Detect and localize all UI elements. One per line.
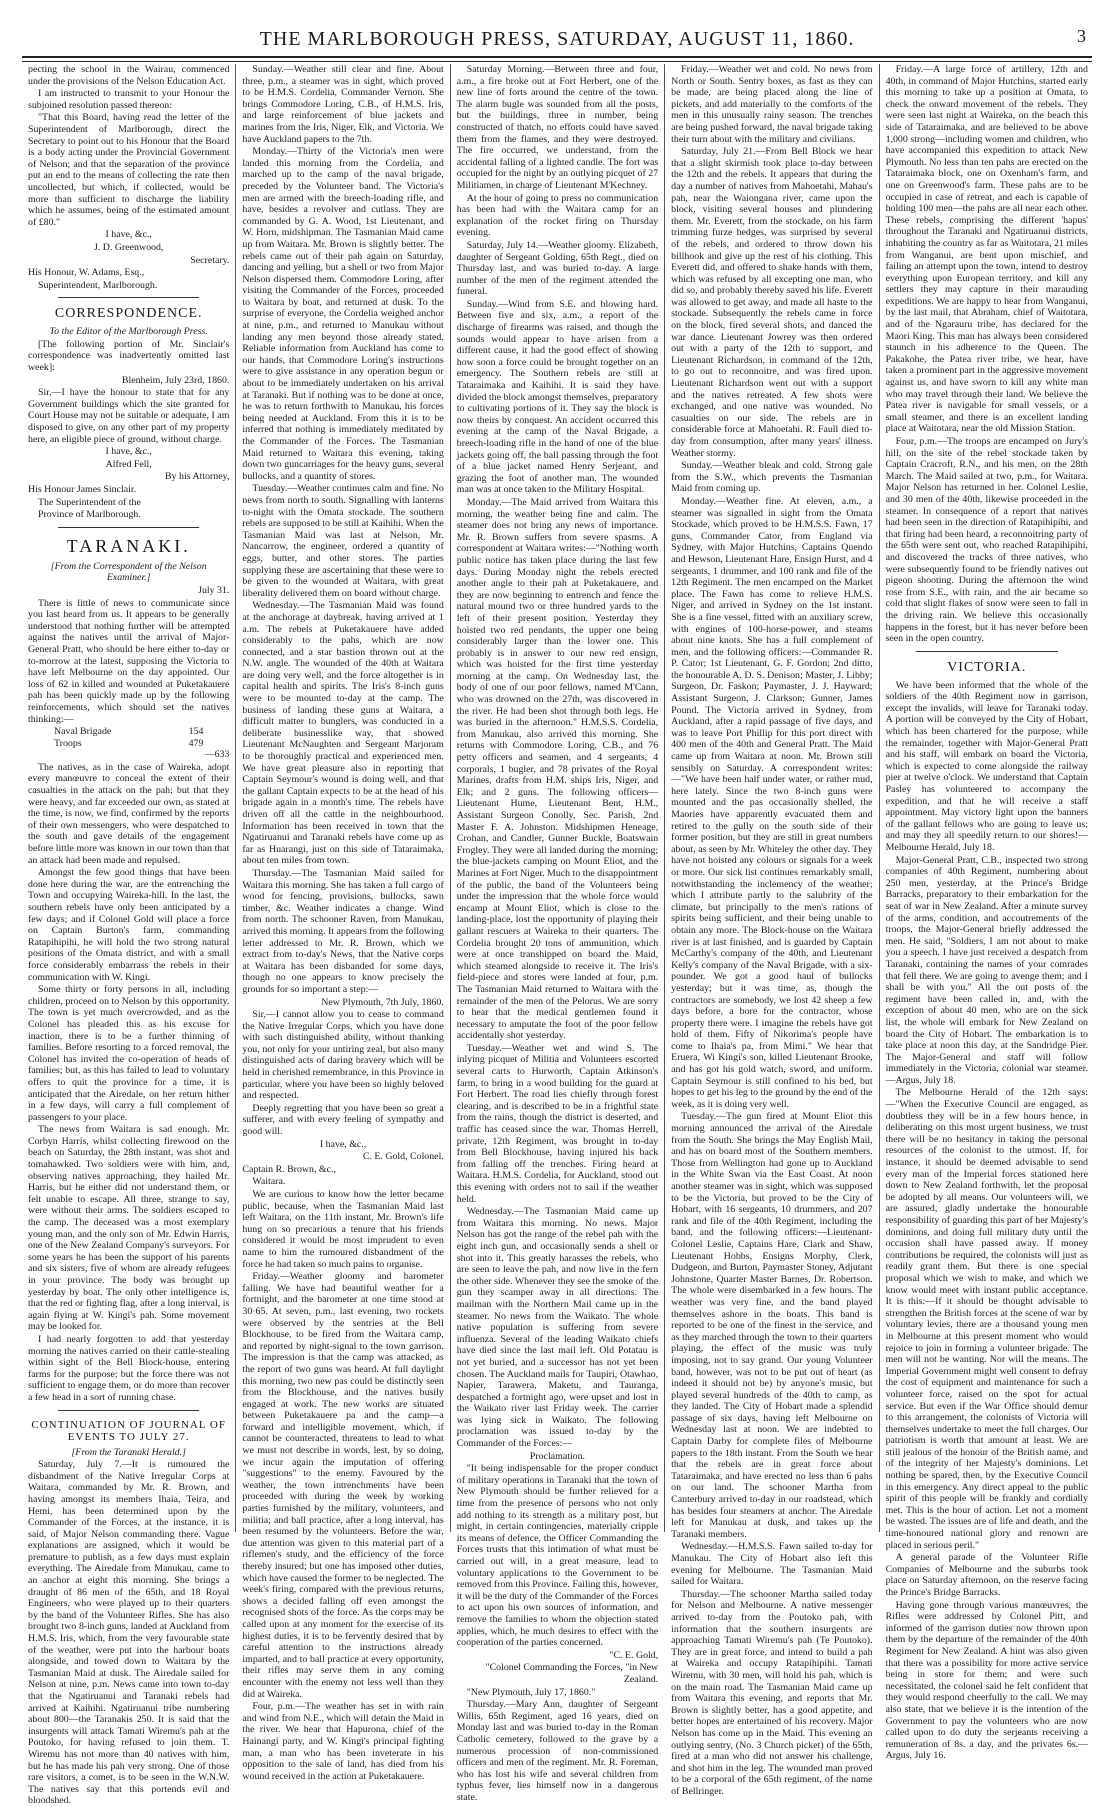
- masthead-rule: [22, 56, 1092, 62]
- paragraph: The Melbourne Herald of the 12th says:—"When the Executive Council are engaged, as doubtless they will be in a few hours hence, in deliberating on this most urgent business, we trust there will be no hesitancy in taking the personal resources of the colonist to the utmost. If, for instance, it should be deemed advisable to send every man of the Imperial forces stationed here down to New Zealand forthwith, let the proposal be adopted by all means. Our volunteers will, we are assured, gladly undertake the honourable responsibility of guarding this part of her Majesty's dominions, and doing full military duty until the occasion shall have passed away. If money contributions be required, the colonists will just as readily grant them. But there is one special proposal which we wish to make, and which we know would meet with instant public acceptance. It is this:—If it should be thought advisable to strengthen the British forces at the scene of war by voluntary levies, there are a thousand young men in Melbourne at this present moment who would rejoice to join in forming a volunteer brigade. The men will not be wanting. Nor will the means. The Imperial Government might well consent to defray the cost of equipment and maintenance for such a volunteer force, raised on the spot for actual service. But even if the War Office should demur to this arrangement, the colonists of Victoria will themselves undertake to meet the full charges. Our patriotism is worth that amount at least. We are still jealous of the honour of the British name, and of the integrity of her Majesty's dominions. Let nothing be spared, then, by the Executive Council in this emergency. Any direct appeal to the public spirit of this people will be frankly and cordially met. This is the hour of action. Let not a moment be wasted. The issues are of life and death, and the time-honoured national glory and renown are placed in serious peril.": [885, 1087, 1088, 1551]
- paragraph: pecting the school in the Wairau, commenced under the provisions of the Nelson Education Act.: [28, 64, 230, 87]
- paragraph: We are curious to know how the letter became public, because, when the Tasmanian Maid last left Waitara, on the 11th instant, Mr. Brown's life hung on so precarious a tenure that his friends considered it would be most imprudent to even name to him the rumoured disbandment of the force he had taken so much pains to organise.: [242, 1189, 444, 1270]
- editor-note: [The following portion of Mr. Sinclair's correspondence was inadvertently omitted last week]:: [28, 338, 230, 374]
- signature-title: Secretary.: [190, 254, 230, 266]
- column-3: [451, 64, 665, 1803]
- paragraph: Monday.—The Maid arrived from Waitara this morning, the weather being fine and calm. The steamer does not bring any news of importance. Mr. R. Brown suffers from severe spasms. A correspondent at Waitara writes:—"Nothing worth public notice has taken place during the last few days. During Monday night the rebels erected another angle to their pah at Puketakauere, and they are now beginning to entrench and fence the natural mound two or three hundred yards to the left of their present position. Yesterday they hoisted two red pendants, the upper one being considerably larger than the lower one. This probably is in answer to our new red ensign, which was hoisted for the first time yesterday morning at the camp. On Wednesday last, the body of one of our poor fellows, named M'Cann, who was drowned on the 27th, was discovered in the river. He had been shot through both legs. He was buried in the afternoon." H.M.S.S. Cordelia, from Manukau, also arrived this morning. She returns with Commodore Loring, C.B., and 76 petty officers and seamen, and 4 sergeants, 4 corporals, 1 bugler, and 78 privates of the Royal Marines, drafts from H.M. ships Iris, Niger, and Elk; and 2 guns. The following officers—Lieutenant Hume, Lieutenant Bent, H.M., Assistant Surgeon Conolly, Sec. Parish, 2nd Master F. A. Johnston. Midshipmen Heneage, Crohan, and Candler, Gunner Buckle, Boatswain Frogley. They were all landed during the morning; the blue-jackets camping on Mount Eliot, and the Marines at Fort Niger. Much to the disappointment of the public, the band of the Volunteers being under the impression that the whole force would encamp at Mount Eliot, which is close to the landing-place, lost the opportunity of playing their gallant rescuers at Waireka to their quarters. The Cordelia brought 20 tons of ammunition, which were at once transhipped on board the Maid, which steamed alongside to receive it. The Iris's field-piece and stores were landed at four, p.m. The Tasmanian Maid returned to Waitara with the remainder of the men of the Pelorus. We are sorry to hear that the medical gentlemen found it necessary to amputate the foot of the poor fellow accidentally shot yesterday.: [456, 496, 659, 1042]
- proclamation-heading: Proclamation.: [529, 1450, 586, 1462]
- paragraph: Sunday.—Weather bleak and cold. Strong gale from the S.W., which prevents the Tasmanian Maid from coming up.: [671, 460, 873, 495]
- paragraph: Sunday.—Weather still clear and fine. About three, p.m., a steamer was in sight, which proved to be H.M.S. Cordelia, Commander Vernon. She brings Commodore Loring, C.B., of H.M.S. Iris, and large reinforcement of blue jackets and marines from the Iris, Niger, Elk, and Victoria. We have Auckland papers to the 7th.: [242, 64, 444, 145]
- signature-line: I have, &c.,: [105, 229, 152, 241]
- paragraph: Amongst the few good things that have been done here during the war, are the entrenching the Town and occupying Waireka-hill. In the last, the southern rebels have only been anticipated by a few days; and if Colonel Gold will place a force on Captain Burton's farm, commanding Ratapihipihi, he will hold the two strong natural positions of the Omata district, and with a small force considerably embarrass the rebels in their communication with W. Kingi.: [28, 867, 230, 983]
- source-note: [From the Correspondent of the Nelson Examiner.]: [50, 560, 207, 584]
- letter-body: Sir,—I cannot allow you to cease to command the Native Irregular Corps, which you have done with such distinguished ability, without thanking you, not only for your untiring zeal, but also many distinguished acts of daring bravery which will be held in cherished remembrance, in this Province in particular, where you have been so highly beloved and respected.: [242, 1009, 444, 1102]
- addressee: His Honour James Sinclair.: [28, 484, 137, 495]
- paragraph: Wednesday.—The Tasmanian Maid was found at the anchorage at daybreak, having arrived at 1 a.m. The rebels at Puketakauere have added considerably to the pahs, which are now connected, and a star bastion thrown out at the N.W. angle. The wounded of the 40th at Waitara are doing very well, and the force altogether is in capital health and spirits. The Iris's 8-inch guns were to be mounted to-day at the camp. The business of landing these guns at Waitara, a difficult matter to bunglers, was conducted in a deliberate businesslike way, that showed Lieutenant McNaughten and Sergeant Marjoram to be thoroughly practical and experienced men. We have great pleasure also in reporting that Captain Seymour's wound is doing well, and that the gallant Captain expects to be at the head of his brigade again in a month's time. The rebels have driven off all the cattle in the neighbourhood. Information has been received in town that the Ngatiruanui and Taranaki rebels have come up as far as Huarangi, just on this side of Tataraimaka, about ten miles from town.: [242, 600, 444, 867]
- paragraph: Saturday, July 21.—From Bell Block we hear that a slight skirmish took place to-day between the 12th and the rebels. It appears that during the day a number of natives from Mahoetahi, Mahau's pah, near the Waiongana river, came upon the block, visiting several houses and plundering them. Mr. Everett, from the stockade, on his farm trimming furze hedges, was surprised by several of the rebels, and ordered to throw down his billhook and give up the rest of his clothing. This Everett did, and offered to shake hands with them, which was refused by all excepting one man, who did so, and probably thereby saved his life. Everett was allowed to get away, and made all haste to the stockade. Subsequently the rebels came in force on the block, fired several shots, and danced the war dance. Lieutenant Jowrey was then ordered out with a party of the 12th to support, and Lieutenant Richardson, in command of the 12th, to go out to reconnoitre, and was fired upon. Lieutenant Richardson went out with a support and the natives retreated. A few shots were exchanged, and one native was wounded. No casualties on our side. The rebels are in considerable force at Mahoetahi. R. Faull died to-day from consumption, after many years' illness. Weather stormy.: [671, 146, 873, 459]
- paragraph: There is little of news to communicate since you last heard from us. It appears to be generally understood that nothing further will be attempted against the natives until the arrival of Major-General Pratt, who should be here either to-day or to-morrow at the latest, supposing the Victoria to have left Melbourne on the day appointed. Our loss of 62 in killed and wounded at Puketakauere pah has been quickly made up by the following reinforcements, which should set the natives thinking:—: [28, 597, 230, 725]
- signature-title: By his Attorney,: [165, 471, 230, 483]
- newspaper-title: THE MARLBOROUGH PRESS, SATURDAY, AUGUST 11, 1860.: [259, 28, 855, 50]
- paragraph: Wednesday.—H.M.S.S. Fawn sailed to-day for Manukau. The City of Hobart also left this evening for Melbourne. The Tasmanian Maid sailed for Waitara.: [671, 1541, 873, 1588]
- letter-body: Deeply regretting that you have been so great a sufferer, and with every feeling of sympathy and good will.: [242, 1102, 444, 1138]
- paragraph: Monday.—Weather fine. At eleven, a.m., a steamer was signalled in sight from the Omata Stockade, which proved to be H.M.S.S. Fawn, 17 guns, Commander Cator, from England via Sydney, with Major Hutchins, Captains Quendo and Hewson, Lieutenant Hare, Ensign Hurst, and 4 sergeants, 1 drummer, and 100 rank and file of the 12th Regiment. The men encamped on the Market place. The Fawn has come to relieve H.M.S. Niger, and arrived in Sydney on the 1st instant. She is a fine vessel, fitted with an auxiliary screw, with engines of 100-horse-power, and steams about nine knots. She has a full complement of men, and the following officers:—Commander R. P. Cator; 1st Lieutenant, G. F. Gordon; 2nd ditto, the honourable A. D. S. Denison; Master, J. Libby; Surgeon, Dr. Faskon; Paymaster, J. J. Hayward; Assistant Surgeon, J. Clarkson; Gunner, James Pound. The Victoria arrived in Sydney, from Auckland, after a rapid passage of five days, and was to leave Port Phillip for this port direct with 400 men of the 40th and General Pratt. The Maid came up from Waitara at noon. Mr. Brown still sensibly on Saturday. A correspondent writes:—"We have been half under water, or rather mud, here lately. Since the two 8-inch guns were mounted and the pas occasionally shelled, the Maories have apparently evacuated them and retired to the gully on the south side of their former position, but they are still in great numbers about, as seen by Mr. Whiteley the other day. They have not hoisted any colours or signals for a week or more. Our sick list continues remarkably small, notwithstanding the inclemency of the weather; which I attribute partly to the salubrity of the climate, but principally to the men's rations of spirits being sufficient, and their being unable to obtain any more. The Block-house on the Waitara river is at last finished, and is guarded by Captain McCarthy's company of the 40th, and Lieutenant Kelly's company of the Naval Brigade, with a six-pounder. We got a good haul of bullocks yesterday; but it was time, as, though the contractors are somebody, we lost 42 sheep a few days before, a bore for the contractor, whose property there were. I imagine the rebels have got hold of them. Fifty of Nikorima's people have come to Ihaia's pa, from Mimi." We hear that Eruera, Wi Kingi's son, killed Lieutenant Brooke, and has got his gold watch, sword, and uniform. Captain Seymour is still confined to his bed, but hopes to get his leg to the ground by the end of the week, as it is doing very well.: [671, 495, 873, 1110]
- paragraph: I had nearly forgotten to add that yesterday morning the natives carried on their cattle-stealing within sight of the Bell Block-house, entering farms for the purpose; but the force there was not sufficient to engage them, or do more than recover a few head in a sort of running chase.: [28, 1333, 230, 1403]
- reinforcement-row: [28, 726, 229, 738]
- addressee: His Honour, W. Adams, Esq.,: [28, 267, 145, 279]
- row-label: Troops: [54, 737, 82, 749]
- divider: [916, 651, 1058, 652]
- section-heading: CORRESPONDENCE.: [54, 306, 203, 322]
- paragraph: Having gone through various manœuvres, the Rifles were addressed by Colonel Pitt, and informed of the garrison duties now thrown upon them by the departure of the remainder of the 40th Regiment for New Zealand. A hint was also given that there was a possibility for more active service being in store for them; and were such necessitated, the colonel said he felt confident that they would respond cheerfully to the call. We may also state, that we believe it is the intention of the Government to pay the volunteers who are now called upon to do duty the serjeants receiving a remuneration of 8s. a day, and the privates 6s.—Argus, July 16.: [885, 1599, 1088, 1762]
- paragraph: At the hour of going to press no communication has been had with the Waitara camp for an explanation of the rocket firing on Thursday evening.: [456, 192, 659, 239]
- proclamation-body: "It being indispensable for the proper conduct of military operations in Taranaki that the town of New Plymouth should be further relieved for a time from the presence of persons who not only add nothing to its strength as a military post, but might, in certain contingencies, materially cripple its means of defence, the Officer Commanding the Forces trusts that this intimation of what must be carried out will, in a great measure, lead to voluntary applications to the Government to be removed from this Province. Failing this, however, it will be the duty of the Commander of the Forces to act upon his own sources of information, and remove the families to whom the objection stated applies, which, he much desires to effect with the cooperation of the parties concerned.: [456, 1463, 659, 1649]
- addressee: Captain R. Brown, &c.,: [242, 1163, 336, 1175]
- dateline: "New Plymouth, July 17, 1860.": [466, 1686, 596, 1698]
- addressee: The Superintendent of the: [38, 496, 141, 508]
- paragraph: Saturday, July 7.—It is rumoured the disbandment of the Native Irregular Corps at Waitara, commanded by Mr. R. Brown, and having amongst its members Ihaia, Teira, and Hemi, has been determined upon by the Commander of the Forces, at the instance, it is said, of Major Nelson commanding there. Vague explanations are assigned, which it would be premature to publish, as a few days must explain everything. The Airedale from Manukau, came to an anchor at eight this morning. She brings a draught of 86 men of the 65th, and 18 Royal Engineers, who were played up to their quarters by the band of the Volunteer Rifles. She has also brought two 8-inch guns, landed at Auckland from H.M.S. Iris, which, from the very favourable state of the weather, were put into the harbour boats alongside, and towed down to Waitara by the Tasmanian Maid at dusk. The Airedale sailed for Nelson at nine, p.m. News came into town to-day that the Ngatiruanui and Taranaki rebels had arrived at Kaihihi. Ngatiruanui tribe numbering about 800—the Taranakis 250. It is said that the insurgents will attack Tamati Wiremu's pah at the Poutoko, for having refused to join them. T. Wiremu has not more than 40 natives with him, but he has made his pah very strong. One of those rare visitors, a comet, is to be seen in the W.N.W. The natives say that this portends evil and bloodshed.: [28, 1459, 230, 1807]
- paragraph: Saturday Morning.—Between three and four, a.m., a fire broke out at Fort Herbert, one of the new line of forts around the centre of the town. The alarm bugle was sounded from all the posts, but the buildings, three in number, being constructed of thatch, no efforts could have saved them from the flames, and they were destroyed. The fire occurred, we understand, from the accidental falling of a lighted candle. The fort was occupied for the night by an outlying picquet of 27 Militiamen, in charge of Lieutenant M'Kechney.: [456, 64, 659, 191]
- paragraph: Major-General Pratt, C.B., inspected two strong companies of 40th Regiment, numbering about 250 men, yesterday, at the Prince's Bridge Barracks, preparatory to their embarkation for the seat of war in New Zealand. After a minute survey of the arms, condition, and accoutrements of the troops, the Major-General briefly addressed the men. He said, "Soldiers, I am not about to make you a speech. I have just received a despatch from Taranaki, containing the names of your comrades that fell there. We are going to avenge them; and I shall be with you." All the out posts of the regiment have been called in, and, with the exception of about 40 men, who are on the sick list, the whole will embark for New Zealand on board the City of Hobart. The embarkation is to take place at noon this day, at the Sandridge Pier. The Major-General and staff will follow immediately in the Victoria, colonial war steamer.—Argus, July 18.: [885, 854, 1088, 1086]
- paragraph: Friday.—Weather gloomy and barometer falling. We have had beautiful weather for a fortnight, and the barometer at one time stood at 30·65. At seven, p.m., last evening, two rockets were observed by the sentries at the Bell Blockhouse, to be fired from the Waitara camp, and reported by night-signal to the town garrison. The impression is that the camp was attacked, as the report of two guns was heard. At full daylight this morning, two new pas could be distinctly seen from the Blockhouse, and the natives busily engaged at work. The new works are situated between Puketakauere pa and the camp—a forward and intelligible movement, which, if cannot be counteracted, threatens to lead to what we must not describe in words, lest, by so doing, we incur again the imputation of offering "suggestions" to the enemy. Favoured by the weather, the town intrenchments have been proceeded with during the week by working parties furnished by the military, volunteers, and militia; and ball practice, after a long interval, has been resumed by the volunteers. Before the war, due attention was given to this material part of a riflemen's study, and the efficiency of the force thereby insured; but one has imposed other duties, which have caused the former to be neglected. The week's firing, compared with the previous returns, shows a decided falling off even amongst the recognised shots of the force. As the corps may be called upon at any moment for the exercise of its highest duties, it is to be fervently desired that by careful attention to the instructions already imparted, and to ball practice at every opportunity, their rifles may serve them in any coming encounter with the enemy not less well than they did at Waireka.: [242, 1271, 444, 1700]
- dateline: July 31.: [198, 584, 230, 596]
- paragraph: Four, p.m.—The weather has set in with rain and wind from N.E., which will detain the Maid in the river. We hear that Hapurona, chief of the Hainangi party, and W. Kingi's principal fighting man, a man who has been inveterate in his opposition to the sale of land, has died from his wound received in the action at Puketakauere.: [242, 1701, 444, 1782]
- paragraph: Thursday.—The Tasmanian Maid sailed for Waitara this morning. She has taken a full cargo of wood for fencing, provisions, bullocks, sawn timber, &c. Weather indicates a change. Wind from north. The schooner Raven, from Manukau, arrived this morning. It appears from the following letter addressed to Mr. R. Brown, which we extract from to-day's News, that the Native corps at Waitara has been disbanded for some days, though no one appears to know precisely the grounds for so important a step:—: [242, 867, 444, 995]
- column-1: [22, 64, 236, 1807]
- signature-name: Alfred Fell,: [105, 458, 152, 470]
- quoted-resolution: "That this Board, having read the letter of the Superintendent of Marlborough, direct the Secretary to point out to his Honour that the Board is a body acting under the Provincial Government of Nelson; and that the separation of the province put an end to the means of collecting the rate then uncollected, but which, if collected, would be more than sufficient to discharge the liability which he assumes, being of the estimated amount of £80.": [28, 112, 230, 228]
- row-value: 479: [188, 737, 204, 749]
- source-note: [From the Taranaki Herald.]: [71, 1446, 186, 1458]
- signature-line: I have, &c.,: [319, 1138, 367, 1150]
- divider: [58, 297, 199, 298]
- paragraph: A general parade of the Volunteer Rifle Companies of Melbourne and the suburbs took place on Saturday afternoon, on the reserve facing the Prince's Bridge Barracks.: [885, 1552, 1088, 1598]
- paragraph: Sunday.—Wind from S.E. and blowing hard. Between five and six, a.m., a report of the discharge of firearms was raised, and though the sounds would appear to have arisen from a different cause, it had the good effect of showing how soon a force could be brought together on an emergency. The Southern rebels are still at Tataraimaka and Kaihihi. It is said they have divided the block amongst themselves, preparatory to cultivating portions of it. They say the block is now theirs by conquest. An accident occurred this evening at the camp of the Naval Brigade, a breech-loading rifle in the hand of one of the blue jackets going off, the ball passing through the foot of a blue jacket named Henry Serjeant, and grazing the foot of another man. The wounded man was at once taken to the Military Hospital.: [456, 298, 659, 496]
- signature-name: C. E. Gold, Colonel.: [362, 1151, 444, 1163]
- paragraph: We have been informed that the whole of the soldiers of the 40th Regiment now in garrison, except the invalids, will leave for Taranaki today. A portion will be conveyed by the City of Hobart, which has been chartered for the purpose, while the remainder, together with Major-General Pratt and his staff, will embark on board the Victoria, which is expected to come alongside the railway pier at twelve o'clock. We understand that Captain Pasley has volunteered to accompany the expedition, and that he will receive a staff appointment. May victory light upon the banners of the gallant fellows who are going to leave us; and may they all speedily return to our shores!—Melbourne Herald, July 18.: [885, 679, 1088, 853]
- reinforcement-total: —633: [204, 749, 230, 761]
- paragraph: Tuesday.—Weather wet and wind S. The inlying picquet of Militia and Volunteers escorted several carts to Hurworth, Captain Atkinson's farm, to bring in a wood building for the guard at Fort Herbert. The road lies chiefly through forest clearing, and is described to be in a frightful state from the rains, though the district is deserted, and traffic has ceased since the war. Thomas Herrell, private, 12th Regiment, was brought in to-day from Bell Blockhouse, having injured his back from falling off the trenches. Firing heard at Waitara. H.M.S. Cordelia, for Auckland, stood out this evening with orders not to sail if the weather held.: [456, 1042, 659, 1205]
- reinforcement-row: [28, 738, 229, 750]
- paragraph: Tuesday.—Weather continues calm and fine. No news from north to south. Signalling with lanterns to-night with the Omata stockade. The southern rebels are supposed to be still at Kaihihi. When the Tasmanian Maid was last at Nelson, Mr. Nancarrow, the engineer, ordered a quantity of eggs, butter, and other stores. The parties supplying these are ascertaining that these were to be given to the wounded at Waitara, with great liberality delivered them on board without charge.: [242, 483, 444, 599]
- paragraph: Wednesday.—The Tasmanian Maid came up from Waitara this morning. No news. Major Nelson has got the range of the rebel pah with the eight inch gun, and occasionally sends a shell or shot into it. This greatly harasses the rebels, who are seen to leave the pah, and now live in the fern the other side. Whenever they see the smoke of the gun they scamper away in all directions. The mailman with the Northern Mail came up in the steamer. No news from the Waikato. The whole native population is suffering from severe influenza. Several of the leading Waikato chiefs have died since the last mail left. Old Potatau is not yet buried, and a successor has not yet been chosen. The Auckland mails for Taupiri, Otawhao, Napier, Tarawera, Maketu, and Tauranga, despatched a fortnight ago, were upset and lost in the Waikato river last Friday week. The carrier was lying sick in Waikato. The following proclamation was issued to-day by the Commander of the Forces:—: [456, 1206, 659, 1450]
- section-heading: TARANAKI.: [66, 535, 191, 556]
- divider: [58, 527, 199, 528]
- paragraph: Friday.—A large force of artillery, 12th and 40th, in command of Major Hutchins, started early this morning to take up a position at Omata, to check the onward movement of the rebels. They were seen last night at Waireka, on the beach this side of Tataraimaka, and are believed to be above 1,000 strong—including women and children, who have accompanied this expedition to attack New Plymouth. No less than ten pahs are erected on the Tataraimaka block, one on Oxenham's farm, and one on Greenwood's farm. These pahs are to be occupied in case of retreat, and each is capable of holding 100 men—the pahs are all near each other. These rebels, comprising the different 'hapus' throughout the Taranaki and Ngatiruanui districts, inhabiting the country as far as Waitotara, 21 miles from Wanganui, are bent upon mischief, and failing an attempt upon the town, intend to destroy everything upon European territory, and kill any settlers they may capture in their marauding expeditions. We are happy to hear from Wanganui, by the last mail, that Abraham, chief of Waitotara, and of the Ngarauru tribe, has declared for the Maori King. This man has always been considered staunch in his adherence to the Queen. The Pakakohe, the Patea river tribe, we hear, have taken a prominent part in the aggressive movement against us, and have sworn to kill any white man who may travel through their land. We believe the Patea river is navigable for small vessels, or a small steamer, and there is an excellent landing place at Waitotara, near the old Mission Station.: [885, 64, 1088, 435]
- paragraph: Monday.—Thirty of the Victoria's men were landed this morning from the Cordelia, and marched up to the camp of the naval brigade, preceded by the Volunteer band. The Victoria's men are armed with the breech-loading rifle, and have, besides a revolver and cutlass. They are commanded by G. A. Wood, 1st Lieutenant, and W. Horn, midshipman. The Tasmanian Maid came up from Waitara. Mr. Brown is slightly better. The rebels came out of their pah again on Saturday, dancing and yelling, but a shell or two from Major Nelson dispersed them. Commodore Loring, after visiting the Commander of the Forces, proceeded to Waitara by boat, and returned at dusk. To the surprise of everyone, the Cordelia weighed anchor at nine, p.m., and returned to Manukau without landing any men beyond those already stated. Reliable information from Auckland has come to our hands, that Commodore Loring's instructions were to give assistance in any operation begun or about to be immediately undertaken on his arrival at Taranaki. But if nothing was to be done at once, he was to return forthwith to Manukau, his forces being needed at Auckland. From this it is to be inferred that nothing is immediately meditated by the Commander of the Forces. The Tasmanian Maid returned to Waitara this evening, taking down two guncarriages for the heavy guns, several bullocks, and a quantity of stores.: [242, 146, 444, 482]
- paragraph: Four, p.m.—The troops are encamped on Jury's hill, on the site of the rebel stockade taken by Captain Cracroft, R.N., and his men, on the 28th March. The Maid sailed at two, p.m., for Waitara. Major Nelson has returned in her. Colonel Leslie, and 30 men of the 40th, likewise proceeded in the steamer. In consequence of a report that natives had been seen in the direction of Ratapihipihi, and that firing had been heard, a reconnoitring party of the 65th were sent out, who reached Ratapihipihi, and discovered the tracks of three natives, who were subsequently found to be friendly natives out pigeon shooting. During the afternoon the wind rose from S.E., with rain, and the air became so cold that slight flakes of snow were seen to fall in the driving rain. We believe this occasionally happens in the forest, but it has never before been seen in the open country.: [885, 436, 1088, 645]
- divider: [58, 1410, 199, 1411]
- signature-name: J. D. Greenwood,: [94, 241, 164, 253]
- letter-body: Sir,—I have the honour to state that for any Government buildings which the site granted for Court House may not be suitable or adequate, I am disposed to give, on any other part of my property here, an eligible piece of ground, without charge.: [28, 387, 230, 445]
- row-value: 154: [188, 726, 204, 738]
- dateline: Blenheim, July 23rd, 1860.: [121, 374, 230, 386]
- section-subheading: To the Editor of the Marlborough Press.: [49, 326, 208, 338]
- signature-title: "Colonel Commanding the Forces, "in New Zealand.: [485, 1662, 659, 1685]
- column-2: [236, 64, 450, 1782]
- paragraph: Thursday.—The schooner Martha sailed today for Nelson and Melbourne. A native messenger arrived to-day from the Poutoko pah, with information that the southern insurgents are approaching Tamati Wiremu's pah (Te Poutoko). They are in great force, and intend to build a pah at Waireka and occupy Ratapihipihi. Tamati Wiremu, with 30 men, will hold his pah, which is on the main road. The Tasmanian Maid came up from Waitara this evening, and reports that Mr. Brown is slightly better, has a good appetite, and better hopes are entertained of his recovery. Major Nelson has come up in the Maid. This evening an outlying sentry, (No. 3 Church picket) of the 65th, fired at a man who did not answer his challenge, and shot him in the leg. The wounded man proved to be a corporal of the 65th regiment, of the name of Bellringer.: [671, 1588, 873, 1797]
- paragraph: Thursday.—Mary Ann, daughter of Sergeant Willis, 65th Regiment, aged 16 years, died on Monday last and was buried to-day in the Roman Catholic cemetery, followed to the grave by a numerous procession of non-commissioned officers and men of the regiment. Mr. R. Foreman, who has lost his wife and several children from typhus fever, lies himself now in a dangerous state.: [456, 1699, 659, 1803]
- section-heading: CONTINUATION OF JOURNAL OF EVENTS TO JULY 27.: [31, 1418, 226, 1443]
- addressee: Superintendent, Marlborough.: [38, 279, 158, 291]
- signature-line: I have, &c.,: [105, 446, 152, 458]
- paragraph: The natives, as in the case of Waireka, adopt every manœuvre to conceal the extent of their casualties in the attack on the pah; but that they were heavy, and far exceeded our own, as stated at the time, is now, we find, confirmed by the reports of their own messengers, who were despatched to the south and gave details of the engagement before little more was known in our town than that an attack had been made and repulsed.: [28, 761, 230, 866]
- paragraph: Saturday, July 14.—Weather gloomy. Elizabeth, daughter of Sergeant Golding, 65th Regt., died on Thursday last, and was buried to-day. A large number of the men of the regiment attended the funeral.: [456, 239, 659, 298]
- addressee: Province of Marlborough.: [38, 509, 141, 521]
- paragraph: Friday.—Weather wet and cold. No news from North or South. Sentry boxes, as fast as they can be made, are being placed along the line of pickets, and add materially to the comforts of the men in this unusually rainy season. The trenches are being pushed forward, the naval brigade taking their turn about with the military and civilians.: [671, 64, 873, 145]
- paragraph: Tuesday.—The gun fired at Mount Eliot this morning announced the arrival of the Airedale from the South. She brings the May English Mail, and has on board most of the Southern members. Those from Wellington had gone up to Auckland in the White Swan via the East Coast. At noon another steamer was in sight, which was supposed to be the Victoria, but proved to be the City of Hobart, with 16 sergeants, 10 drummers, and 207 rank and file of the 40th Regiment, including the band, and the following officers:—Lieutenant-Colonel Leslie, Captains Hare, Clark and Shaw, Lieutenant Hobbs, Ensigns Morphy, Clerk, Dudgeon, and Burton, Paymaster Stoney, Adjutant Johnstone, Quarter Master Barnes, Dr. Robertson. The whole were disembarked in a few hours. The weather was very fine, and the band played themselves ashore in the boats. This band is reported to be one of the finest in the service, and as they marched through the town to their quarters playing, the effect of the music was truly imposing, not to say grand. Our young Volunteer band, however, was not to be put out of heart (as indeed it should not be) by anyone's music, but played several hundreds of the 40th to camp, as they landed. The City of Hobart made a splendid passage of six days, having left Melbourne on Wednesday last at noon. We are indebted to Captain Darby for complete files of Melbourne papers to the 18th instant. From the South we hear that the rebels are in great force about Tataraimaka, and have erected no less than 6 pahs on our land. The schooner Martha from Canterbury arrived to-day in our roadstead, which has besides four steamers at anchor. The Airedale left for Manukau at dusk, and takes up the Taranaki members.: [671, 1111, 873, 1540]
- signature-name: "C. E. Gold,: [609, 1649, 659, 1661]
- column-4: [665, 64, 879, 1797]
- section-heading: VICTORIA.: [947, 659, 1027, 675]
- paragraph: Some thirty or forty persons in all, including children, proceed on to Nelson by this opportunity. The town is yet much overcrowded, and as the Colonel has pleaded this as his excuse for inaction, there is to be a further thinning of families. Before resorting to a forced removal, the Colonel has invited the co-operation of heads of families; but, as this has failed to lead to voluntary offers to quit the province for a time, it is anticipated that the Airedale, on her return hither in a few days, will carry a full complement of passengers to your place.: [28, 984, 230, 1123]
- paragraph: I am instructed to transmit to your Honour the subjoined resolution passed thereon:: [28, 88, 230, 111]
- paragraph: The news from Waitara is sad enough. Mr. Corbyn Harris, whilst collecting firewood on the beach on Saturday, the 28th instant, was shot and tomahawked. Two soldiers were with him, and, observing natives approaching, they hailed Mr. Harris, but he either did not understand them, or felt unable to escape. All three, strange to say, were without their arms. The soldiers escaped to the camp. The deceased was a most exemplary young man, and the only son of Mr. Edwin Harris, one of the New Zealand Company's surveyors. For some years he has been the support of his parents and six sisters, five of whom are already refugees in your province. The body was brought up yesterday by boat. The only other intelligence is, that the red or fighting flag, after a long interval, is again flying at W. Kingi's pah. Some movement may be looked for.: [28, 1124, 230, 1333]
- dateline: New Plymouth, 7th July, 1860.: [321, 996, 444, 1008]
- addressee: Waitara.: [252, 1176, 286, 1188]
- column-5: [880, 64, 1094, 1762]
- page-number: 3: [1077, 26, 1086, 46]
- masthead: [22, 28, 1092, 56]
- columns: [22, 64, 1094, 1807]
- row-label: Naval Brigade: [54, 726, 112, 738]
